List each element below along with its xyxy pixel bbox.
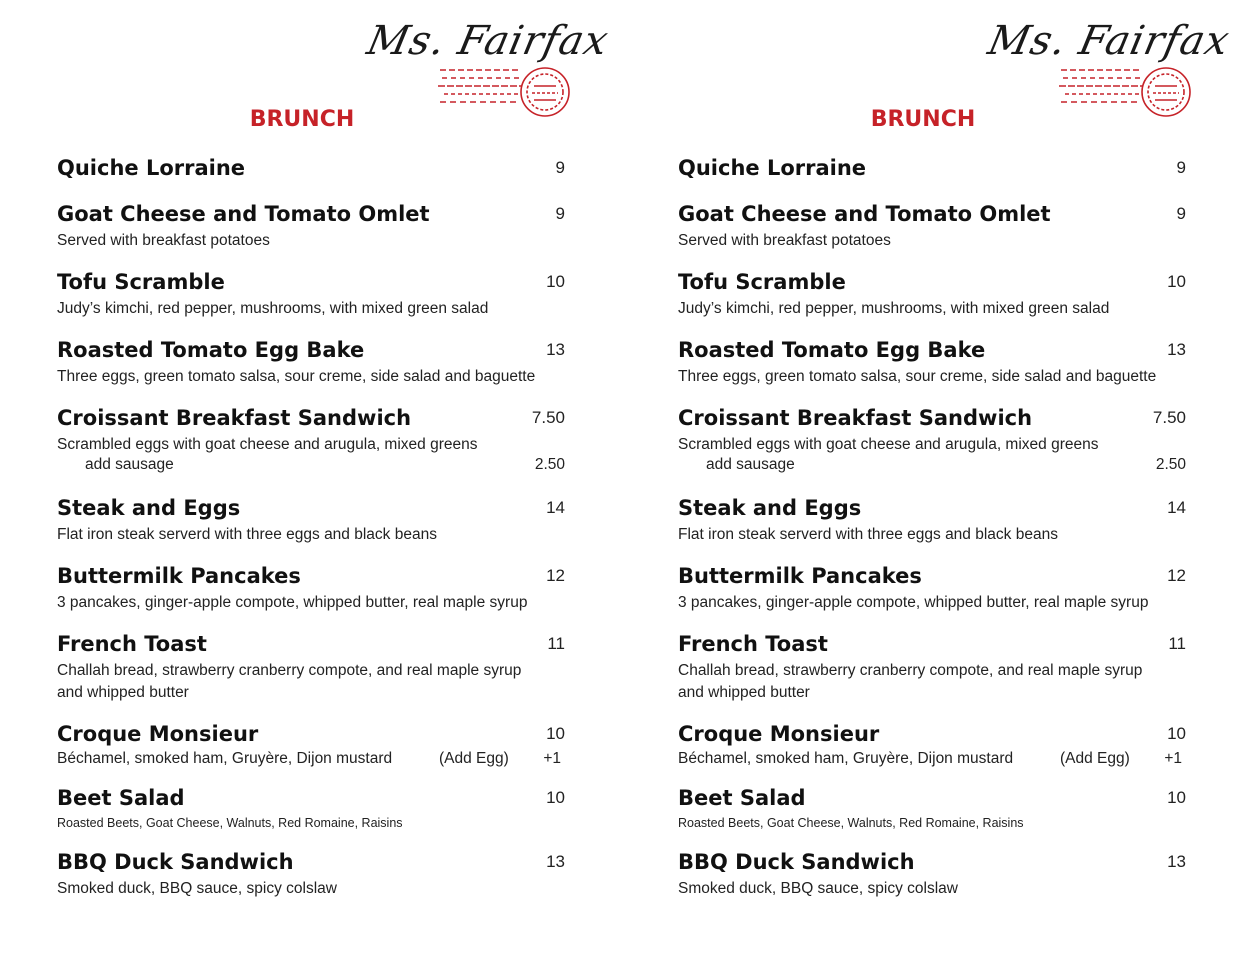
brand-name: Ms. Fairfax: [984, 18, 1234, 64]
item-description: Roasted Beets, Goat Cheese, Walnuts, Red Romaine, Raisins: [57, 816, 403, 830]
item-name: Tofu Scramble: [678, 270, 846, 294]
menu-item-french-toast: [678, 632, 1186, 704]
addon-price: 2.50: [534, 456, 565, 473]
menu-item-croque-monsieur: [678, 722, 1186, 772]
item-name: Goat Cheese and Tomato Omlet: [57, 202, 430, 226]
brand-name: Ms. Fairfax: [363, 18, 613, 64]
item-price: 11: [1168, 634, 1186, 653]
item-price: 13: [546, 852, 565, 871]
menu-item-goat-cheese-omlet: [57, 202, 565, 252]
item-name: Beet Salad: [57, 786, 185, 810]
section-title: BRUNCH: [870, 107, 976, 132]
item-description: Three eggs, green tomato salsa, sour creme, side salad and baguette: [57, 368, 536, 385]
menu-item-tofu-scramble: [57, 270, 565, 320]
addon-label: add sausage: [85, 456, 174, 473]
item-description-continued: and whipped butter: [57, 684, 189, 701]
addon-label: (Add Egg): [1060, 750, 1130, 767]
item-price: 13: [1167, 340, 1186, 359]
item-name: Steak and Eggs: [57, 496, 241, 520]
menu-item-roasted-tomato-egg-bake: [678, 338, 1186, 388]
item-name: BBQ Duck Sandwich: [678, 850, 915, 874]
item-description: Judy’s kimchi, red pepper, mushrooms, with mixed green salad: [57, 300, 489, 317]
menu-item-croissant-sandwich: [57, 406, 565, 478]
item-price: 9: [1176, 204, 1186, 223]
item-price: 10: [1167, 788, 1186, 807]
item-price: 10: [1167, 724, 1186, 743]
item-name: Goat Cheese and Tomato Omlet: [678, 202, 1051, 226]
item-name: French Toast: [678, 632, 828, 656]
item-description: Scrambled eggs with goat cheese and arugula, mixed greens: [678, 436, 1099, 453]
item-price: 7.50: [1152, 408, 1186, 427]
item-name: Roasted Tomato Egg Bake: [57, 338, 365, 362]
menu-item-bbq-duck-sandwich: [678, 850, 1186, 900]
item-price: 10: [546, 788, 565, 807]
item-name: Tofu Scramble: [57, 270, 225, 294]
menu-item-buttermilk-pancakes: [678, 564, 1186, 614]
item-description: Judy’s kimchi, red pepper, mushrooms, with mixed green salad: [678, 300, 1110, 317]
item-price: 9: [555, 158, 565, 177]
item-description: Smoked duck, BBQ sauce, spicy colslaw: [57, 880, 337, 897]
item-description: 3 pancakes, ginger-apple compote, whipped butter, real maple syrup: [678, 594, 1149, 611]
item-name: Croque Monsieur: [678, 722, 880, 746]
item-description: Challah bread, strawberry cranberry compote, and real maple syrup: [678, 662, 1143, 679]
menu-item-beet-salad: [678, 786, 1186, 832]
menu-item-quiche-lorraine: [678, 156, 1186, 184]
menu-page-right: [621, 0, 1242, 960]
item-price: 14: [546, 498, 565, 517]
item-description: Scrambled eggs with goat cheese and arugula, mixed greens: [57, 436, 478, 453]
item-name: Croissant Breakfast Sandwich: [57, 406, 412, 430]
item-price: 13: [1167, 852, 1186, 871]
item-name: Beet Salad: [678, 786, 806, 810]
item-description: Three eggs, green tomato salsa, sour creme, side salad and baguette: [678, 368, 1157, 385]
item-description-continued: and whipped butter: [678, 684, 810, 701]
item-description: Served with breakfast potatoes: [57, 232, 270, 249]
addon-price: 2.50: [1155, 456, 1186, 473]
item-name: Steak and Eggs: [678, 496, 862, 520]
item-description: Served with breakfast potatoes: [678, 232, 891, 249]
item-description: Flat iron steak serverd with three eggs and black beans: [678, 526, 1058, 543]
item-description-row: [57, 750, 565, 772]
menu-item-tofu-scramble: [678, 270, 1186, 320]
menu-item-roasted-tomato-egg-bake: [57, 338, 565, 388]
addon-label: add sausage: [706, 456, 795, 473]
item-name: Quiche Lorraine: [57, 156, 246, 180]
item-description: Roasted Beets, Goat Cheese, Walnuts, Red Romaine, Raisins: [678, 816, 1024, 830]
item-name: French Toast: [57, 632, 207, 656]
menu-item-beet-salad: [57, 786, 565, 832]
menu-item-croque-monsieur: [57, 722, 565, 772]
item-price: 10: [546, 724, 565, 743]
item-price: 7.50: [531, 408, 565, 427]
item-price: 14: [1167, 498, 1186, 517]
menu-item-french-toast: [57, 632, 565, 704]
addon-label: (Add Egg): [439, 750, 509, 767]
menu-item-croissant-sandwich: [678, 406, 1186, 478]
item-description: Béchamel, smoked ham, Gruyère, Dijon mustard: [57, 750, 393, 767]
addon-price: +1: [543, 750, 561, 767]
menu-item-goat-cheese-omlet: [678, 202, 1186, 252]
item-price: 13: [546, 340, 565, 359]
item-description: Flat iron steak serverd with three eggs and black beans: [57, 526, 437, 543]
item-price: 11: [547, 634, 565, 653]
item-price: 10: [546, 272, 565, 291]
item-name: Roasted Tomato Egg Bake: [678, 338, 986, 362]
menu-item-steak-and-eggs: [57, 496, 565, 546]
item-description: Challah bread, strawberry cranberry compote, and real maple syrup: [57, 662, 522, 679]
item-price: 9: [1176, 158, 1186, 177]
addon-price: +1: [1164, 750, 1182, 767]
item-price: 12: [1167, 566, 1186, 585]
item-name: BBQ Duck Sandwich: [57, 850, 294, 874]
item-name: Quiche Lorraine: [678, 156, 867, 180]
item-name: Buttermilk Pancakes: [678, 564, 922, 588]
menu-item-quiche-lorraine: [57, 156, 565, 184]
menu-item-bbq-duck-sandwich: [57, 850, 565, 900]
item-price: 9: [555, 204, 565, 223]
item-description: Béchamel, smoked ham, Gruyère, Dijon mustard: [678, 750, 1014, 767]
item-name: Buttermilk Pancakes: [57, 564, 301, 588]
item-price: 12: [546, 566, 565, 585]
section-title: BRUNCH: [249, 107, 355, 132]
item-price: 10: [1167, 272, 1186, 291]
item-description: 3 pancakes, ginger-apple compote, whipped butter, real maple syrup: [57, 594, 528, 611]
menu-item-steak-and-eggs: [678, 496, 1186, 546]
menu-item-buttermilk-pancakes: [57, 564, 565, 614]
item-description-row: [678, 750, 1186, 772]
item-description: Smoked duck, BBQ sauce, spicy colslaw: [678, 880, 958, 897]
item-name: Croque Monsieur: [57, 722, 259, 746]
item-name: Croissant Breakfast Sandwich: [678, 406, 1033, 430]
item-addon-row: [57, 456, 565, 478]
item-addon-row: [678, 456, 1186, 478]
